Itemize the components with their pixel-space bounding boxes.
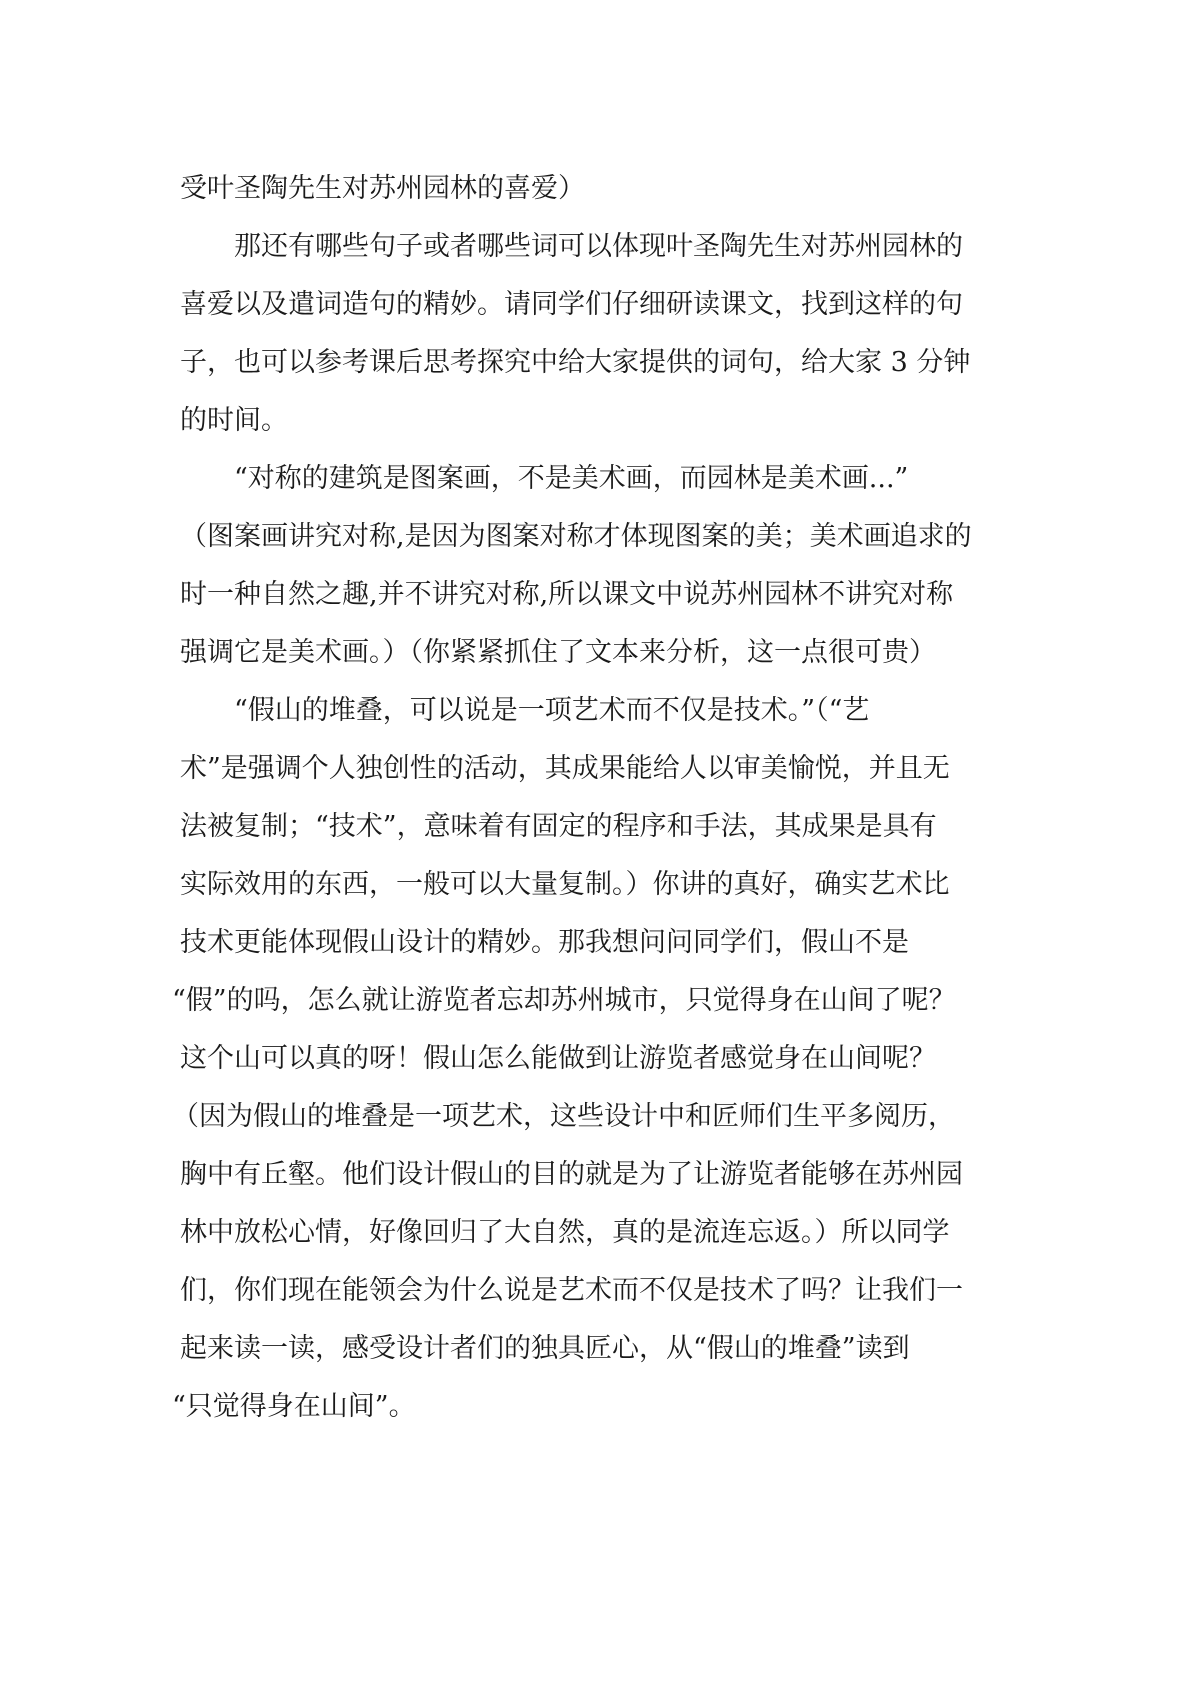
text-line-19: 林中放松心情，好像回归了大自然，真的是流连忘返。）所以同学 xyxy=(180,1217,950,1248)
text-line-9: 强调它是美术画。）（你紧紧抓住了文本来分析，这一点很可贵） xyxy=(180,637,936,668)
text-line-14: 技术更能体现假山设计的精妙。那我想问问同学们，假山不是 xyxy=(180,927,909,958)
text-line-20: 们，你们现在能领会为什么说是艺术而不仅是技术了吗？让我们一 xyxy=(180,1275,963,1306)
text-line-12: 法被复制；“技术”，意味着有固定的程序和手法，其成果是具有 xyxy=(180,811,937,842)
text-line-5: 的时间。 xyxy=(180,405,288,436)
text-line-10: “假山的堆叠，可以说是一项艺术而不仅是技术。”（“艺 xyxy=(234,695,870,726)
text-line-17: （因为假山的堆叠是一项艺术，这些设计中和匠师们生平多阅历， xyxy=(172,1101,955,1132)
text-line-15: “假”的吗，怎么就让游览者忘却苏州城市，只觉得身在山间了呢？ xyxy=(172,985,956,1016)
body-text xyxy=(172,160,1020,1436)
text-line-2: 那还有哪些句子或者哪些词可以体现叶圣陶先生对苏州园林的 xyxy=(234,231,963,262)
text-line-8: 时一种自然之趣,并不讲究对称,所以课文中说苏州园林不讲究对称 xyxy=(180,579,954,610)
text-line-1: 受叶圣陶先生对苏州园林的喜爱） xyxy=(180,173,585,204)
text-line-4: 子，也可以参考课后思考探究中给大家提供的词句，给大家 3 分钟 xyxy=(180,347,971,378)
text-line-22: “只觉得身在山间”。 xyxy=(172,1391,416,1422)
text-line-7: （图案画讲究对称,是因为图案对称才体现图案的美；美术画追求的 xyxy=(180,521,972,552)
text-line-18: 胸中有丘壑。他们设计假山的目的就是为了让游览者能够在苏州园 xyxy=(180,1159,963,1190)
text-line-21: 起来读一读，感受设计者们的独具匠心，从“假山的堆叠”读到 xyxy=(180,1333,910,1364)
text-line-13: 实际效用的东西，一般可以大量复制。）你讲的真好，确实艺术比 xyxy=(180,869,950,900)
text-line-16: 这个山可以真的呀！假山怎么能做到让游览者感觉身在山间呢？ xyxy=(180,1043,936,1074)
text-line-11: 术”是强调个人独创性的活动，其成果能给人以审美愉悦，并且无 xyxy=(180,753,950,784)
text-line-3: 喜爱以及遣词造句的精妙。请同学们仔细研读课文，找到这样的句 xyxy=(180,289,963,320)
text-line-6: “对称的建筑是图案画，不是美术画，而园林是美术画...” xyxy=(234,463,909,494)
